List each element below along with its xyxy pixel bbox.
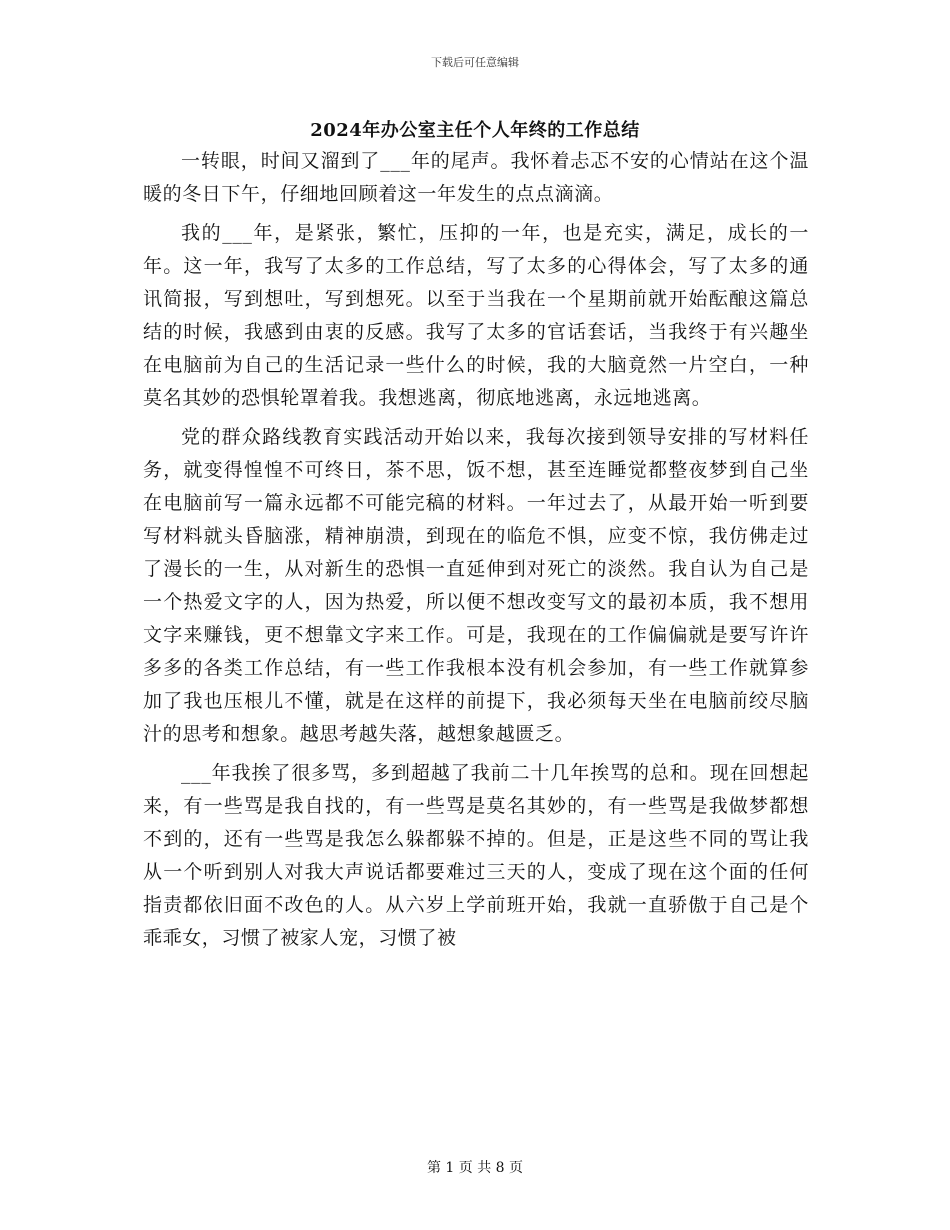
document-title: 2024年办公室主任个人年终的工作总结 [310, 120, 640, 141]
header-note: 下载后可任意编辑 [431, 56, 519, 69]
document-body [143, 145, 809, 961]
paragraph-1: 一转眼，时间又溜到了___年的尾声。我怀着忐忑不安的心情站在这个温暖的冬日下午，仔细地回顾着这一年发生的点点滴滴。 [143, 150, 809, 205]
paragraph-2: 我的___年，是紧张，繁忙，压抑的一年，也是充实，满足，成长的一年。这一年，我写了太多的工作总结，写了太多的心得体会，写了太多的通讯简报，写到想吐，写到想死。以至于当我在一个星期前就开始酝酿这篇总结的时候，我感到由衷的反感。我写了太多的官话套话，当我终于有兴趣坐在电脑前为自己的生活记录一些什么的时候，我的大脑竟然一片空白，一种莫名其妙的恐惧轮罩着我。我想逃离，彻底地逃离，永远地逃离。 [143, 222, 809, 409]
paragraph-3: 党的群众路线教育实践活动开始以来，我每次接到领导安排的写材料任务，就变得惶惶不可终日，茶不思，饭不想，甚至连睡觉都整夜梦到自己坐在电脑前写一篇永远都不可能完稿的材料。一年过去了，从最开始一听到要写材料就头昏脑涨，精神崩溃，到现在的临危不惧，应变不惊，我仿佛走过了漫长的一生，从对新生的恐惧一直延伸到对死亡的淡然。我自认为自己是一个热爱文字的人，因为热爱，所以便不想改变写文的最初本质，我不想用文字来赚钱，更不想靠文字来工作。可是，我现在的工作偏偏就是要写许许多多的各类工作总结，有一些工作我根本没有机会参加，有一些工作就算参加了我也压根儿不懂，就是在这样的前提下，我必须每天坐在电脑前绞尽脑汁的思考和想象。越思考越失落，越想象越匮乏。 [143, 426, 809, 745]
page-number: 第 1 页 共 8 页 [426, 1160, 524, 1176]
paragraph-4: ___年我挨了很多骂，多到超越了我前二十几年挨骂的总和。现在回想起来，有一些骂是我自找的，有一些骂是莫名其妙的，有一些骂是我做梦都想不到的，还有一些骂是我怎么躲都躲不掉的。但是，正是这些不同的骂让我从一个听到别人对我大声说话都要难过三天的人，变成了现在这个面的任何指责都依旧面不改色的人。从六岁上学前班开始，我就一直骄傲于自己是个乖乖女，习惯了被家人宠，习惯了被 [143, 762, 809, 949]
